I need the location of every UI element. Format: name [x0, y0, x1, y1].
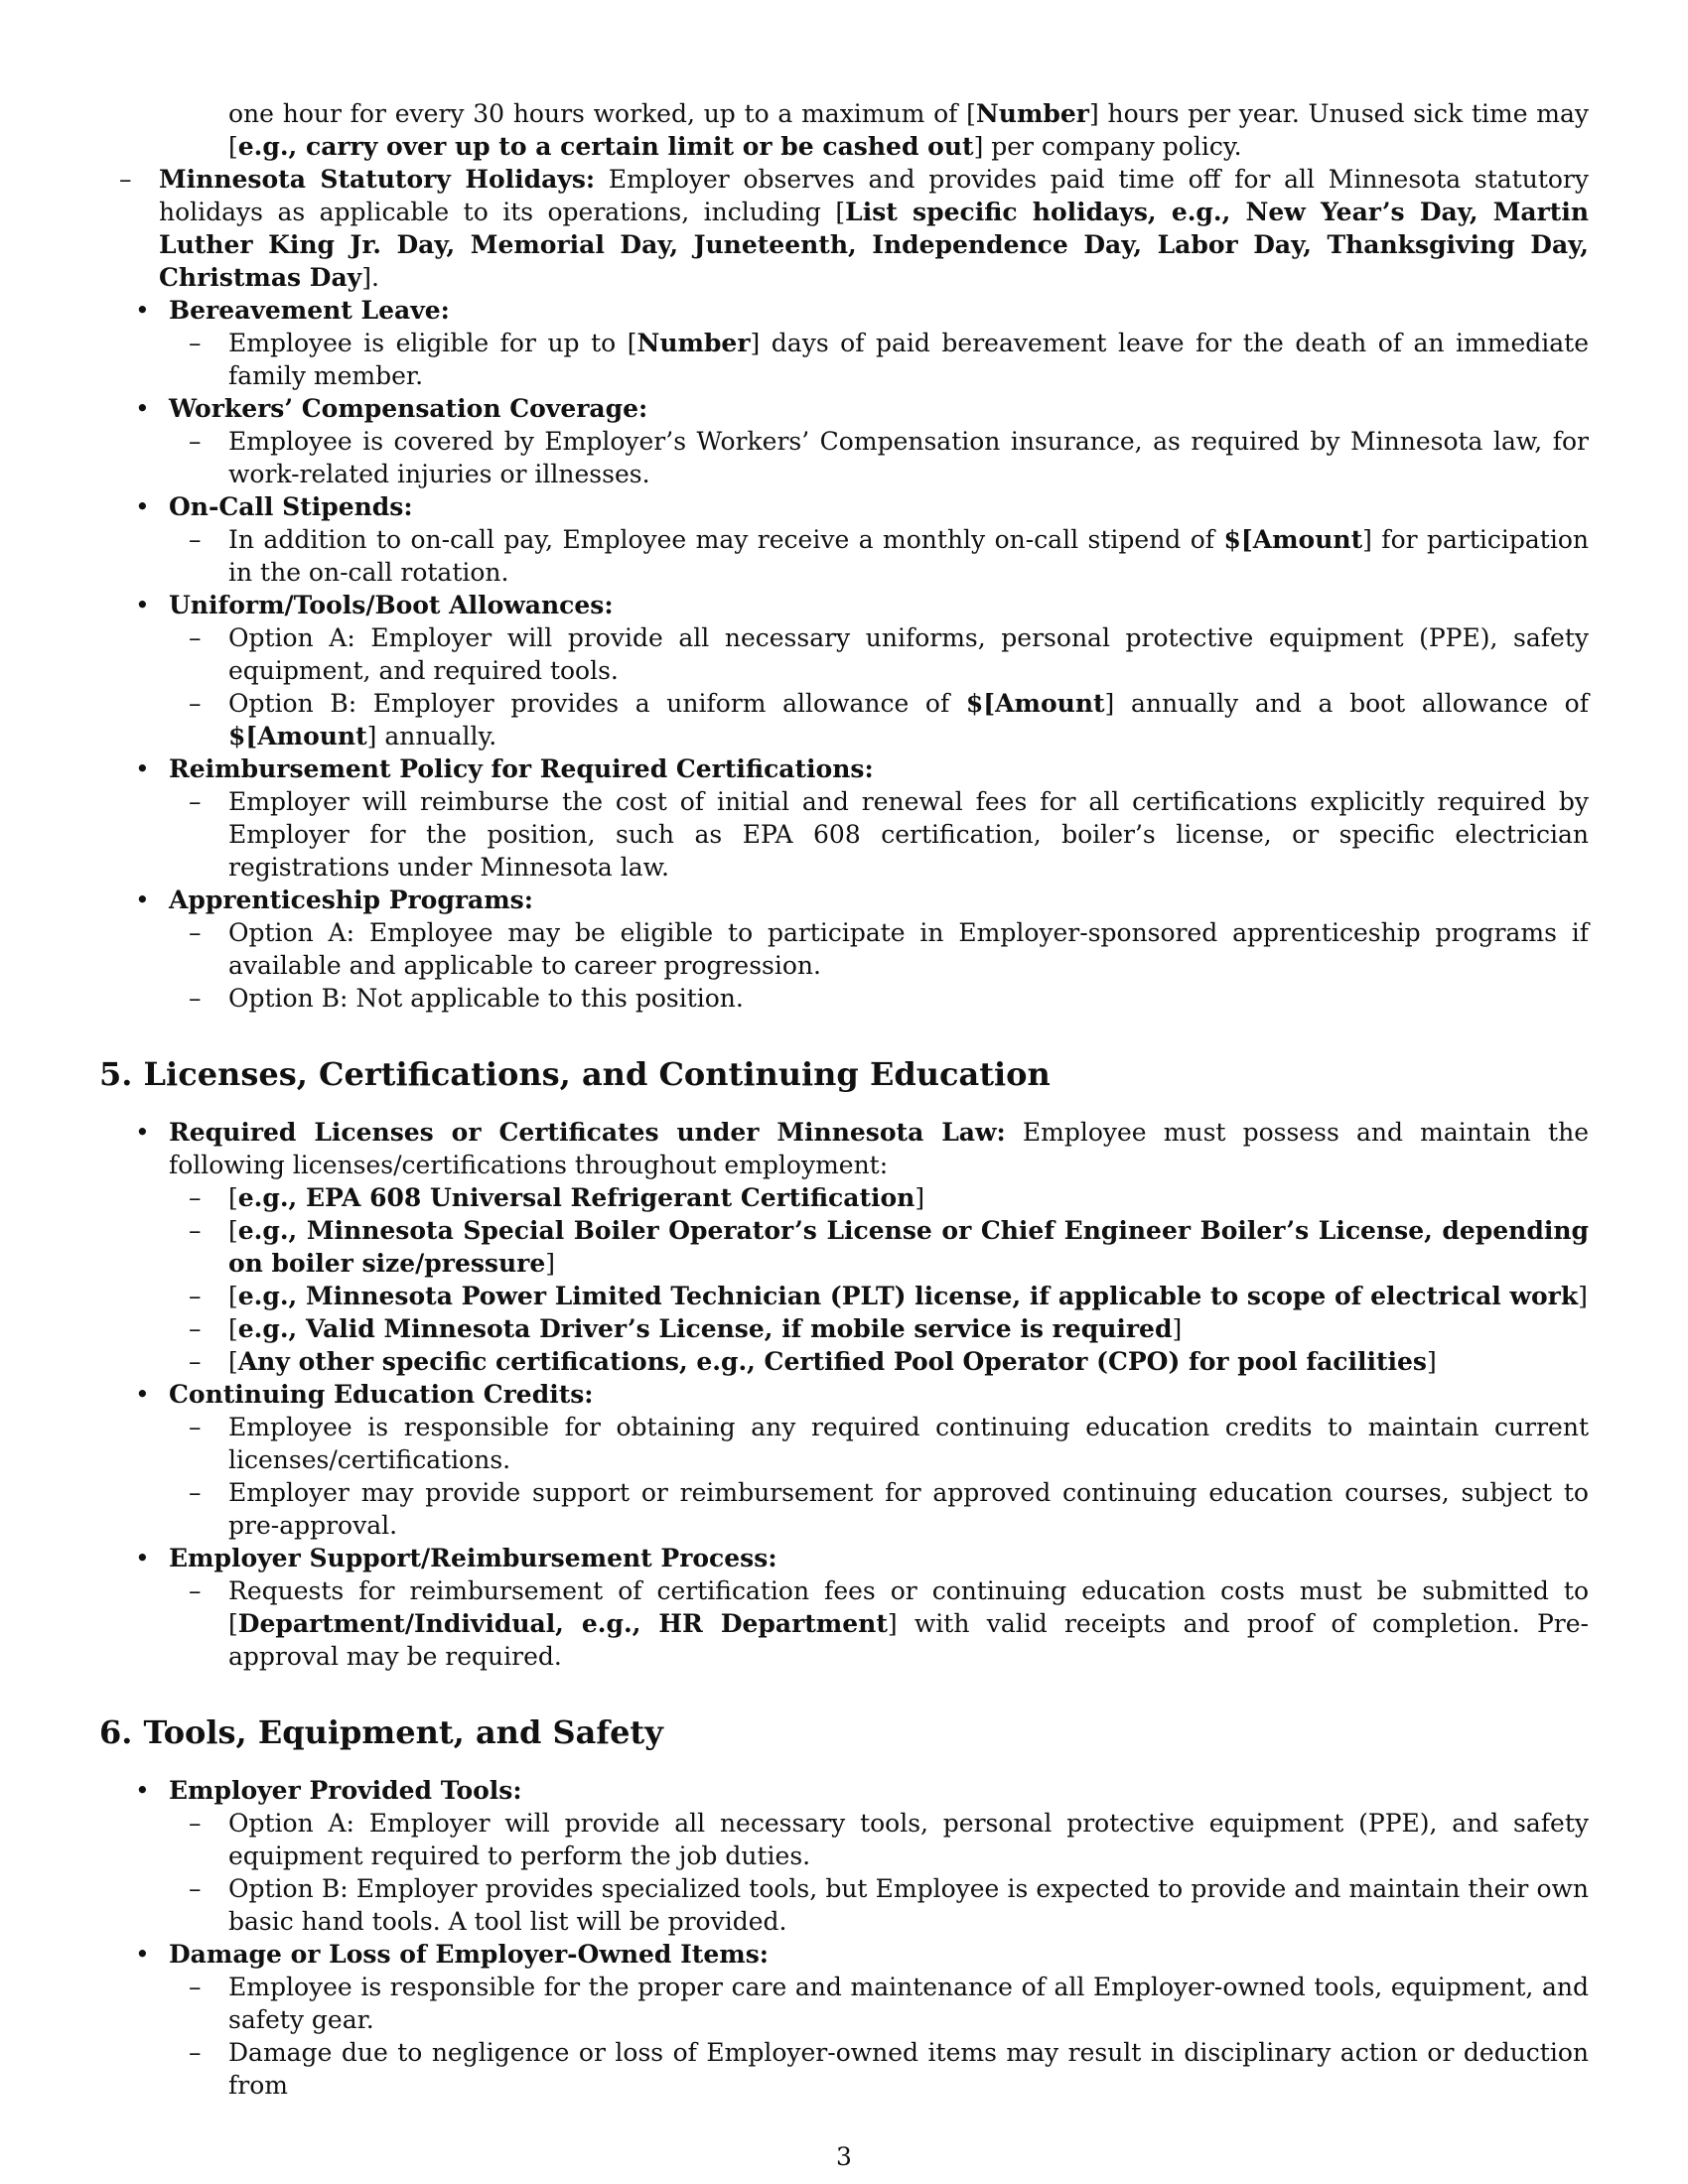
bullet-title: Reimbursement Policy for Required Certifications:	[169, 754, 874, 783]
page-number: 3	[836, 2142, 852, 2171]
sub-list-item	[169, 916, 1589, 982]
bold-text: e.g., Valid Minnesota Driver’s License, if mobile service is required	[237, 1314, 1173, 1343]
bold-text: e.g., Minnesota Power Limited Technician (PLT) license, if applicable to scope of electrical work	[237, 1282, 1579, 1310]
bullet-title: On-Call Stipends:	[169, 492, 413, 521]
bold-text: $[Amount	[965, 689, 1105, 718]
bold-text: Employer Provided Tools:	[169, 1776, 522, 1805]
text-run: Option A: Employer will provide all necessary uniforms, personal protective equipment (PPE), safety equipment, and required tools.	[228, 623, 1589, 685]
bold-text: Number	[975, 99, 1089, 128]
section-6-heading: 6. Tools, Equipment, and Safety	[99, 1713, 663, 1751]
bullet-item	[99, 1542, 1589, 1673]
sub-list-item	[169, 425, 1589, 490]
text-run: ]	[1427, 1347, 1437, 1376]
text-run: Employer observes and provides paid time off for all Minnesota statutory holidays as applicable to its operations, including [	[159, 165, 1589, 226]
bullet-lead	[169, 1116, 1589, 1181]
sick-time-continuation	[99, 97, 1589, 163]
bullet-item	[99, 294, 1589, 392]
sub-list	[169, 1181, 1589, 1378]
bullet-lead	[169, 1378, 1589, 1411]
bullet-item	[99, 1116, 1589, 1378]
sub-list-item	[169, 327, 1589, 392]
bold-text: Employer Support/Reimbursement Process:	[169, 1544, 777, 1572]
text-run: ]	[914, 1183, 925, 1212]
bold-text: Department/Individual, e.g., HR Department	[237, 1609, 888, 1638]
bullet-item	[99, 1378, 1589, 1542]
text-run: Employee is eligible for up to [	[228, 329, 637, 357]
text-run: ] annually and a boot allowance of	[1104, 689, 1589, 718]
bullet-title: Workers’ Compensation Coverage:	[169, 394, 648, 423]
text-run: one hour for every 30 hours worked, up to a maximum of [	[228, 99, 976, 128]
sub-list-item	[169, 1476, 1589, 1542]
holidays-item	[99, 163, 1589, 294]
text-run: Employer will reimburse the cost of initial and renewal fees for all certifications explicitly required by Employer for the position, such as EPA 608 certification, boiler’s license, or specific electrician registrations under Minnesota law.	[228, 787, 1589, 882]
bold-text: e.g., EPA 608 Universal Refrigerant Certification	[237, 1183, 915, 1212]
sub-list-item	[169, 1280, 1589, 1312]
text-run: Option A: Employee may be eligible to participate in Employer-sponsored apprenticeship programs if available and applicable to career progression.	[228, 918, 1589, 980]
bullet-title: Uniform/Tools/Boot Allowances:	[169, 591, 614, 619]
sub-list-item	[169, 785, 1589, 884]
sub-list	[169, 1971, 1589, 2102]
text-run: [	[228, 1216, 238, 1245]
section-5-heading: 5. Licenses, Certifications, and Continuing Education	[99, 1055, 1051, 1093]
text-run: [	[228, 1347, 238, 1376]
bold-text: $[Amount	[228, 722, 367, 751]
text-run: Option B: Employer provides a uniform allowance of	[228, 689, 966, 718]
text-run: [	[228, 1183, 238, 1212]
bold-text: Damage or Loss of Employer-Owned Items:	[169, 1940, 770, 1969]
sub-list	[169, 1574, 1589, 1673]
bullet-item	[99, 1938, 1589, 2102]
text-run: ].	[361, 263, 379, 292]
bold-text: $[Amount	[1223, 525, 1363, 554]
text-run: Option B: Not applicable to this position.	[228, 984, 744, 1013]
sub-list-item	[169, 687, 1589, 752]
licenses-list	[99, 1116, 1589, 1673]
sub-list-item	[169, 1574, 1589, 1673]
text-run: [	[228, 1314, 238, 1343]
bullet-item	[99, 490, 1589, 589]
bullet-title: Apprenticeship Programs:	[169, 886, 533, 914]
sub-list	[169, 425, 1589, 490]
text-run: Option B: Employer provides specialized tools, but Employee is expected to provide and maintain their own basic hand tools. A tool list will be provided.	[228, 1874, 1589, 1936]
text-run: ]	[1172, 1314, 1183, 1343]
sub-list-item	[169, 1411, 1589, 1476]
text-run: In addition to on-call pay, Employee may receive a monthly on-call stipend of	[228, 525, 1224, 554]
text-run: ] annually.	[366, 722, 497, 751]
sub-list	[169, 327, 1589, 392]
text-run: Option A: Employer will provide all necessary tools, personal protective equipment (PPE), and safety equipment required to perform the job duties.	[228, 1809, 1589, 1870]
text-run: Employee is responsible for the proper care and maintenance of all Employer-owned tools, equipment, and safety gear.	[228, 1973, 1589, 2034]
page-content	[99, 97, 1589, 2102]
bullet-lead	[169, 1774, 1589, 1807]
bold-text: Minnesota Statutory Holidays:	[159, 165, 596, 194]
sub-list-item	[169, 621, 1589, 687]
text-run: Employer may provide support or reimbursement for approved continuing education courses, subject to pre-approval.	[228, 1478, 1589, 1540]
bullet-lead	[169, 1542, 1589, 1574]
sub-list-item	[169, 1214, 1589, 1280]
text-run: ] for participation in the on-call rotation.	[228, 525, 1589, 587]
bullet-item	[99, 392, 1589, 490]
sub-list-item	[169, 1971, 1589, 2036]
text-run: ] hours per year. Unused sick time may [	[228, 99, 1589, 161]
holidays-list	[99, 163, 1589, 294]
sub-list	[169, 621, 1589, 752]
bullet-item	[99, 1774, 1589, 1938]
text-run: Employee is covered by Employer’s Workers’ Compensation insurance, as required by Minnesota law, for work-related injuries or illnesses.	[228, 427, 1589, 488]
bullet-item	[99, 752, 1589, 884]
sub-list-item	[169, 1345, 1589, 1378]
bold-text: e.g., carry over up to a certain limit or be cashed out	[237, 132, 974, 161]
text-run: [	[228, 1282, 238, 1310]
bold-text: List specific holidays, e.g., New Year’s Day, Martin Luther King Jr. Day, Memorial Day, Juneteenth, Independence Day, Labor Day, Thanksgiving Day, Christmas Day	[159, 198, 1590, 292]
bold-text: Number	[636, 329, 751, 357]
sub-list	[169, 916, 1589, 1015]
text-run: ]	[545, 1249, 556, 1278]
text-run: Employee must possess and maintain the following licenses/certifications throughout employment:	[169, 1118, 1589, 1179]
bullet-lead	[169, 1938, 1589, 1971]
sub-list-item	[169, 1312, 1589, 1345]
sub-list	[169, 785, 1589, 884]
sub-list-item	[169, 1181, 1589, 1214]
benefits-list	[99, 294, 1589, 1015]
bullet-item	[99, 589, 1589, 752]
bold-text: Any other specific certifications, e.g., Certified Pool Operator (CPO) for pool facilities	[237, 1347, 1428, 1376]
text-run: Damage due to negligence or loss of Employer-owned items may result in disciplinary action or deduction from	[228, 2038, 1589, 2100]
tools-list	[99, 1774, 1589, 2102]
text-run: ] with valid receipts and proof of completion. Pre-approval may be required.	[228, 1609, 1589, 1671]
text-run: ]	[1578, 1282, 1588, 1310]
sub-list-item	[169, 1807, 1589, 1872]
sub-list	[169, 1411, 1589, 1542]
text-run: ] days of paid bereavement leave for the death of an immediate family member.	[228, 329, 1590, 390]
sub-list-item	[169, 1872, 1589, 1938]
sub-list-item	[169, 2036, 1589, 2102]
sub-list	[169, 1807, 1589, 1938]
bullet-item	[99, 884, 1589, 1015]
bold-text: Continuing Education Credits:	[169, 1380, 594, 1409]
sub-list-item	[169, 982, 1589, 1015]
sub-list	[169, 523, 1589, 589]
bold-text: Required Licenses or Certificates under Minnesota Law:	[169, 1118, 1006, 1147]
text-run: ] per company policy.	[973, 132, 1242, 161]
bullet-title: Bereavement Leave:	[169, 296, 450, 325]
sub-list-item	[169, 523, 1589, 589]
text-run: Requests for reimbursement of certification fees or continuing education costs must be submitted to [	[228, 1576, 1589, 1638]
text-run: Employee is responsible for obtaining any required continuing education credits to maintain current licenses/certifications.	[228, 1413, 1589, 1474]
bold-text: e.g., Minnesota Special Boiler Operator’s License or Chief Engineer Boiler’s License, depending on boiler size/pressure	[228, 1216, 1589, 1278]
